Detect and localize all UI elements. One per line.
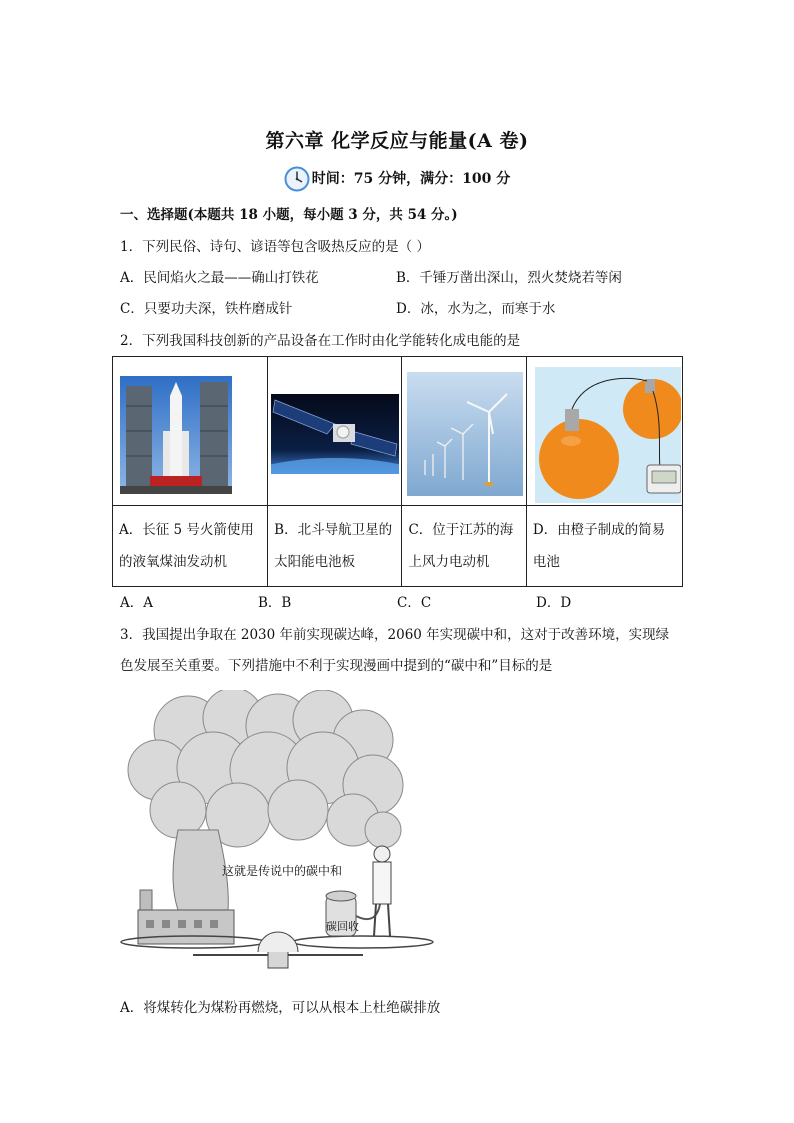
question-2-option-c-line2: 上风力电动机 [408, 554, 490, 570]
question-2-image-cell-d [526, 357, 682, 506]
question-3-stem-line2: 色发展至关重要。下列措施中不利于实现漫画中提到的“碳中和”目标的是 [120, 658, 553, 674]
question-2-option-d-line2: 电池 [532, 554, 560, 570]
question-2-option-c-cell[interactable] [402, 506, 526, 587]
question-2-image-cell-c [402, 357, 526, 506]
question-1-option-c[interactable]: C．只要功夫深，铁杵磨成针 [120, 301, 293, 317]
question-1-option-b[interactable]: B．千锤万凿出深山，烈火焚烧若等闲 [396, 270, 622, 286]
question-2-answer-c[interactable]: C．C [397, 595, 432, 611]
question-2-image-cell-b [268, 357, 402, 506]
question-3-stem-line1: 3．我国提出争取在 2030 年前实现碳达峰，2060 年实现碳中和，这对于改善环境，实现绿 [120, 627, 670, 643]
question-2-option-a-line2: 的液氧煤油发动机 [119, 554, 227, 570]
cartoon-tank-label: 碳回收 [326, 920, 359, 933]
question-2-option-b-line2: 太阳能电池板 [274, 554, 356, 570]
question-2-answer-b[interactable]: B．B [258, 595, 292, 611]
section-heading: 一、选择题(本题共 18 小题，每小题 3 分，共 54 分。) [120, 207, 458, 223]
question-2-option-a-cell[interactable] [113, 506, 268, 587]
question-2-option-c-line1: C．位于江苏的海 [408, 522, 514, 538]
question-2-option-d-line1: D．由橙子制成的简易 [532, 522, 666, 538]
question-2-stem: 2．下列我国科技创新的产品设备在工作时由化学能转化成电能的是 [120, 333, 521, 349]
question-2-answer-a[interactable]: A．A [120, 595, 153, 611]
question-3-option-a[interactable]: A．将煤转化为煤粉再燃烧，可以从根本上杜绝碳排放 [120, 1000, 441, 1016]
wind-turbine-photo [407, 372, 523, 496]
cartoon-illustration [118, 690, 438, 980]
clock-icon [284, 166, 310, 192]
cartoon-caption: 这就是传说中的碳中和 [222, 864, 343, 878]
question-2-option-b-line1: B．北斗导航卫星的 [274, 522, 393, 538]
question-2-table [112, 356, 683, 587]
carbon-neutral-cartoon [118, 690, 438, 980]
time-info-text: 时间：75 分钟，满分：100 分 [311, 171, 511, 187]
time-info [0, 166, 794, 192]
question-1-stem: 1．下列民俗、诗句、谚语等包含吸热反应的是（ ） [120, 239, 430, 255]
question-1-option-d[interactable]: D．冰，水为之，而寒于水 [396, 301, 556, 317]
question-2-answer-d[interactable]: D．D [536, 595, 572, 611]
question-2-option-a-line1: A．长征 5 号火箭使用 [119, 522, 254, 538]
question-2-option-b-cell[interactable] [268, 506, 402, 587]
rocket-photo [120, 376, 232, 494]
question-2-option-d-cell[interactable] [526, 506, 682, 587]
question-2-image-cell-a [113, 357, 268, 506]
satellite-photo [271, 394, 399, 474]
orange-battery-photo [535, 367, 681, 503]
question-1-option-a[interactable]: A．民间焰火之最——确山打铁花 [120, 270, 319, 286]
page-title: 第六章 化学反应与能量(A 卷) [265, 130, 529, 152]
